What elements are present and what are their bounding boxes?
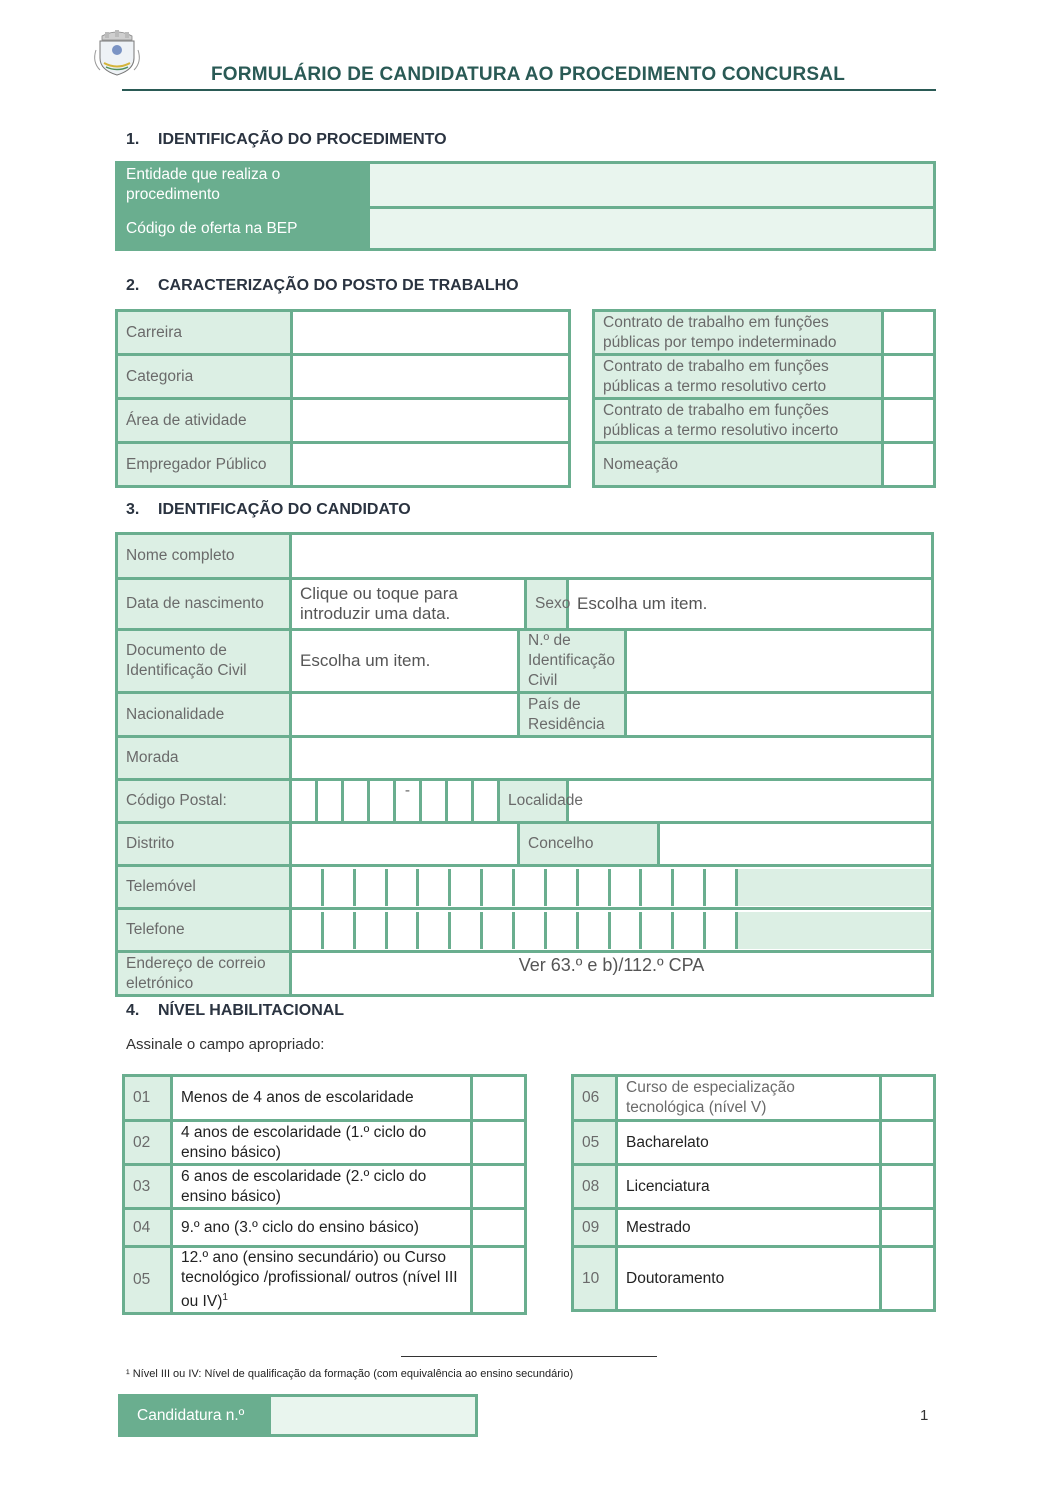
digit-cell[interactable] (388, 912, 420, 949)
candidatura-label: Candidatura n.º (120, 1396, 270, 1436)
digit-cell[interactable] (388, 869, 420, 906)
contrato-incerto-checkbox[interactable] (883, 399, 935, 443)
nivel-code: 10 (573, 1247, 617, 1311)
codigo-postal-digit[interactable] (291, 780, 317, 823)
section-title: NÍVEL HABILITACIONAL (158, 1002, 345, 1019)
telemovel-digit-row (292, 869, 931, 906)
digit-cell[interactable] (642, 869, 674, 906)
telefone-digits[interactable] (291, 909, 933, 952)
carreira-label: Carreira (117, 311, 292, 355)
digit-cell[interactable] (292, 912, 324, 949)
digit-cell[interactable] (579, 869, 611, 906)
telefone-label: Telefone (117, 909, 291, 952)
area-atividade-field[interactable] (292, 399, 570, 443)
nivel-checkbox[interactable] (881, 1209, 935, 1247)
telemovel-spare (738, 869, 931, 906)
digit-cell[interactable] (611, 869, 643, 906)
codigo-bep-field[interactable] (369, 208, 935, 250)
email-label: Endereço de correio eletrónico (117, 952, 291, 996)
sexo-label: Sexo (526, 579, 568, 630)
entidade-label: Entidade que realiza o procedimento (117, 163, 369, 208)
empregador-field[interactable] (292, 443, 570, 487)
codigo-postal-digit[interactable] (447, 780, 473, 823)
section-1-heading (126, 131, 447, 149)
concelho-label: Concelho (519, 823, 659, 866)
nivel-code: 05 (124, 1247, 172, 1314)
sexo-dropdown[interactable]: Escolha um item. (568, 579, 933, 630)
section-2-heading (126, 277, 519, 295)
nivel-label: Licenciatura (617, 1165, 881, 1209)
nivel-code: 09 (573, 1209, 617, 1247)
telefone-digit-cells (292, 912, 738, 949)
nivel-checkbox[interactable] (881, 1121, 935, 1165)
telemovel-label: Telemóvel (117, 866, 291, 909)
digit-cell[interactable] (419, 912, 451, 949)
digit-cell[interactable] (515, 869, 547, 906)
codigo-postal-digit[interactable] (343, 780, 369, 823)
digit-cell[interactable] (547, 912, 579, 949)
categoria-field[interactable] (292, 355, 570, 399)
codigo-postal-digit[interactable] (473, 780, 499, 823)
digit-cell[interactable] (674, 912, 706, 949)
footnote: ¹ Nível III ou IV: Nível de qualificação da formação (com equivalência ao ensino secundário) (126, 1368, 574, 1380)
nivel-label: Doutoramento (617, 1247, 881, 1311)
digit-cell[interactable] (706, 912, 738, 949)
nivel-label: Menos de 4 anos de escolaridade (172, 1076, 472, 1121)
section-number: 4. (126, 1002, 140, 1019)
entidade-field[interactable] (369, 163, 935, 208)
nivel-code: 05 (573, 1121, 617, 1165)
nivel-label (172, 1247, 472, 1314)
numero-identificacao-field[interactable] (626, 630, 933, 693)
codigo-bep-label: Código de oferta na BEP (117, 208, 369, 250)
codigo-postal-hyphen: - (395, 780, 421, 823)
digit-cell[interactable] (579, 912, 611, 949)
section-3-heading (126, 501, 411, 519)
telefone-digit-row (292, 912, 931, 949)
procedure-table (115, 161, 936, 251)
section-title: IDENTIFICAÇÃO DO CANDIDATO (158, 501, 411, 518)
localidade-label: Localidade (499, 780, 568, 823)
codigo-postal-digit[interactable] (317, 780, 343, 823)
section-number: 3. (126, 501, 140, 518)
nivel-label: 6 anos de escolaridade (2.º ciclo do ensino básico) (172, 1165, 472, 1209)
telemovel-digit-cells (292, 869, 738, 906)
data-nascimento-label: Data de nascimento (117, 579, 291, 630)
posto-trabalho-left-table (115, 309, 571, 488)
morada-label: Morada (117, 737, 291, 780)
nivel-code: 08 (573, 1165, 617, 1209)
candidatura-box (118, 1394, 478, 1437)
section-number: 2. (126, 277, 140, 294)
digit-cell[interactable] (324, 869, 356, 906)
instruction-text: Assinale o campo apropriado: (126, 1036, 325, 1053)
page-number: 1 (920, 1407, 929, 1424)
carreira-field[interactable] (292, 311, 570, 355)
nivel-code: 06 (573, 1076, 617, 1121)
contrato-indeterminado-checkbox[interactable] (883, 311, 935, 355)
habilitacoes-left-table (122, 1074, 527, 1315)
nivel-label: Mestrado (617, 1209, 881, 1247)
section-title: CARACTERIZAÇÃO DO POSTO DE TRABALHO (158, 277, 519, 294)
candidatura-number-field[interactable] (270, 1396, 477, 1436)
nivel-label-text: 12.º ano (ensino secundário) ou Curso tecnológico /profissional/ outros (nível III ou IV) (181, 1249, 458, 1311)
morada-field[interactable] (291, 737, 933, 780)
telemovel-digits[interactable] (291, 866, 933, 909)
nivel-checkbox[interactable] (472, 1165, 526, 1209)
nivel-code: 04 (124, 1209, 172, 1247)
digit-cell[interactable] (483, 912, 515, 949)
digit-cell[interactable] (611, 912, 643, 949)
nacionalidade-label: Nacionalidade (117, 693, 291, 737)
codigo-postal-digit[interactable] (421, 780, 447, 823)
distrito-label: Distrito (117, 823, 291, 866)
habilitacoes-right-table (571, 1074, 936, 1312)
contrato-certo-label: Contrato de trabalho em funções públicas a termo resolutivo certo (594, 355, 883, 399)
contrato-indeterminado-label: Contrato de trabalho em funções públicas por tempo indeterminado (594, 311, 883, 355)
candidato-table (115, 532, 934, 997)
distrito-field[interactable] (291, 823, 519, 866)
documento-label: Documento de Identificação Civil (117, 630, 291, 693)
pais-residencia-label: País de Residência (519, 693, 626, 737)
nivel-checkbox[interactable] (472, 1247, 526, 1314)
posto-trabalho-right-table (592, 309, 936, 488)
title-underline (122, 89, 936, 91)
section-title: IDENTIFICAÇÃO DO PROCEDIMENTO (158, 131, 447, 148)
nivel-checkbox[interactable] (881, 1076, 935, 1121)
digit-cell[interactable] (419, 869, 451, 906)
form-title: FORMULÁRIO DE CANDIDATURA AO PROCEDIMENTO CONCURSAL (210, 64, 846, 85)
digit-cell[interactable] (451, 912, 483, 949)
contrato-incerto-label: Contrato de trabalho em funções públicas a termo resolutivo incerto (594, 399, 883, 443)
telefone-spare (738, 912, 931, 949)
digit-cell[interactable] (292, 869, 324, 906)
nacionalidade-field[interactable] (291, 693, 519, 737)
nome-field[interactable] (291, 534, 933, 579)
digit-cell[interactable] (515, 912, 547, 949)
localidade-field[interactable] (568, 780, 933, 823)
nivel-label: 4 anos de escolaridade (1.º ciclo do ensino básico) (172, 1121, 472, 1165)
area-atividade-label: Área de atividade (117, 399, 292, 443)
pais-residencia-field[interactable] (626, 693, 933, 737)
empregador-label: Empregador Público (117, 443, 292, 487)
digit-cell[interactable] (451, 869, 483, 906)
nivel-label: Bacharelato (617, 1121, 881, 1165)
codigo-postal-label: Código Postal: (117, 780, 291, 823)
codigo-postal-digit[interactable] (369, 780, 395, 823)
digit-cell[interactable] (324, 912, 356, 949)
concelho-field[interactable] (659, 823, 933, 866)
digit-cell[interactable] (642, 912, 674, 949)
email-field[interactable]: Ver 63.º e b)/112.º CPA (291, 952, 933, 996)
numero-identificacao-label: N.º de Identificação Civil (519, 630, 626, 693)
nivel-code: 02 (124, 1121, 172, 1165)
digit-cell[interactable] (706, 869, 738, 906)
nomeacao-checkbox[interactable] (883, 443, 935, 487)
contrato-certo-checkbox[interactable] (883, 355, 935, 399)
digit-cell[interactable] (483, 869, 515, 906)
section-4-heading (126, 1002, 344, 1020)
nomeacao-label: Nomeação (594, 443, 883, 487)
documento-dropdown[interactable]: Escolha um item. (291, 630, 519, 693)
nivel-code: 01 (124, 1076, 172, 1121)
nivel-code: 03 (124, 1165, 172, 1209)
nivel-label: Curso de especialização tecnológica (nível V) (617, 1076, 881, 1121)
digit-cell[interactable] (356, 869, 388, 906)
categoria-label: Categoria (117, 355, 292, 399)
nome-label: Nome completo (117, 534, 291, 579)
digit-cell[interactable] (356, 912, 388, 949)
digit-cell[interactable] (674, 869, 706, 906)
data-nascimento-picker[interactable]: Clique ou toque para introduzir uma data. (291, 579, 526, 630)
nivel-label: 9.º ano (3.º ciclo do ensino básico) (172, 1209, 472, 1247)
footnote-marker: 1 (222, 1292, 228, 1303)
nivel-checkbox[interactable] (472, 1209, 526, 1247)
nivel-checkbox[interactable] (472, 1076, 526, 1121)
section-number: 1. (126, 131, 140, 148)
nivel-checkbox[interactable] (881, 1165, 935, 1209)
digit-cell[interactable] (547, 869, 579, 906)
nivel-checkbox[interactable] (881, 1247, 935, 1311)
nivel-checkbox[interactable] (472, 1121, 526, 1165)
footnote-separator (401, 1356, 657, 1357)
